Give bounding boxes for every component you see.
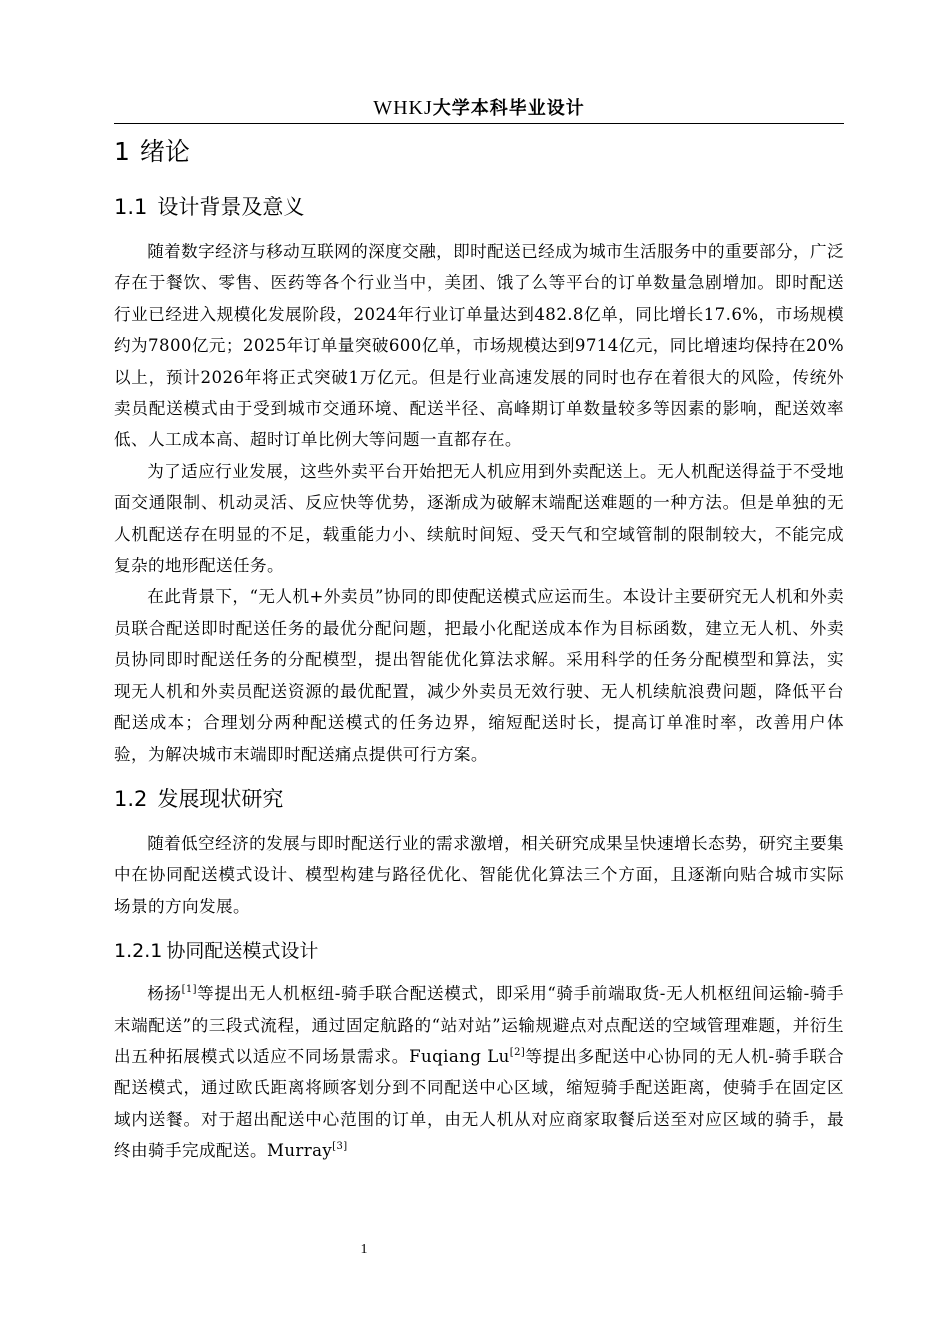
paragraph: 随着低空经济的发展与即时配送行业的需求激增，相关研究成果呈快速增长态势，研究主要集中在协同配送模式设计、模型构建与路径优化、智能优化算法三个方面，且逐渐向贴合城市实际场景的方向发展。 [114, 833, 844, 916]
chapter-title: 绪论 [139, 137, 190, 166]
header-prefix: WHKJ [373, 97, 433, 119]
subsection-heading-1-2-1 [114, 936, 844, 966]
page-number: 1 [360, 1242, 368, 1257]
section-heading-1-1 [114, 192, 844, 222]
subsection-title: 协同配送模式设计 [166, 940, 319, 963]
paragraph: 随着数字经济与移动互联网的深度交融，即时配送已经成为城市生活服务中的重要部分，广泛存在于餐饮、零售、医药等各个行业当中，美团、饿了么等平台的订单数量急剧增加。即时配送行业已经进入规模化发展阶段，2024年行业订单量达到482.8亿单，同比增长17.6%，市场规模约为7800亿元；2025年订单量突破600亿单，市场规模达到9714亿元，同比增速均保持在20%以上，预计2026年将正式突破1万亿元。但是行业高速发展的同时也存在着很大的风险，传统外卖员配送模式由于受到城市交通环境、配送半径、高峰期订单数量较多等因素的影响，配送效率低、人工成本高、超时订单比例大等问题一直都存在。 [114, 242, 844, 450]
section-number: 1.1 [114, 195, 148, 219]
citation-ref[interactable]: [3] [332, 1141, 348, 1153]
chapter-number: 1 [114, 137, 130, 166]
text-run: 等提出无人机枢纽-骑手联合配送模式，即采用“骑手前端取货-无人机枢纽间运输-骑手末端配送”的三段式流程，通过固定航路的“站对站”运输规避点对点配送的空域管理难题，并衍生出五种拓展模式以适应不同场景需求。Fuqiang Lu [114, 984, 844, 1066]
section-heading-1-2 [114, 784, 844, 814]
section-number: 1.2 [114, 786, 148, 811]
text-run: 杨扬 [147, 984, 182, 1004]
chapter-heading [114, 134, 844, 170]
document-body [114, 134, 844, 1167]
paragraph-with-citations [114, 978, 844, 1166]
header-rule [114, 123, 844, 124]
citation-ref[interactable]: [2] [509, 1046, 526, 1058]
header-title: 大学本科毕业设计 [432, 98, 585, 119]
running-header [114, 94, 844, 122]
citation-ref[interactable]: [1] [181, 984, 197, 996]
section-title: 发展现状研究 [157, 786, 284, 811]
text-run: 等提出多配送中心协同的无人机-骑手联合配送模式，通过欧氏距离将顾客划分到不同配送中心区域，缩短骑手配送距离，使骑手在固定区域内送餐。对于超出配送中心范围的订单，由无人机从对应商家取餐后送至对应区域的骑手，最终由骑手完成配送。Murray [114, 1046, 844, 1161]
paragraph: 在此背景下，“无人机+外卖员”协同的即使配送模式应运而生。本设计主要研究无人机和外卖员联合配送即时配送任务的最优分配问题，把最小化配送成本作为目标函数，建立无人机、外卖员协同即时配送任务的分配模型，提出智能优化算法求解。采用科学的任务分配模型和算法，实现无人机和外卖员配送资源的最优配置，减少外卖员无效行驶、无人机续航浪费问题，降低平台配送成本；合理划分两种配送模式的任务边界，缩短配送时长，提高订单准时率，改善用户体验，为解决城市末端即时配送痛点提供可行方案。 [114, 587, 844, 764]
subsection-number: 1.2.1 [114, 940, 163, 963]
section-title: 设计背景及意义 [157, 195, 305, 219]
paragraph: 为了适应行业发展，这些外卖平台开始把无人机应用到外卖配送上。无人机配送得益于不受地面交通限制、机动灵活、反应快等优势，逐渐成为破解末端配送难题的一种方法。但是单独的无人机配送存在明显的不足，载重能力小、续航时间短、受天气和空域管制的限制较大，不能完成复杂的地形配送任务。 [114, 461, 844, 576]
